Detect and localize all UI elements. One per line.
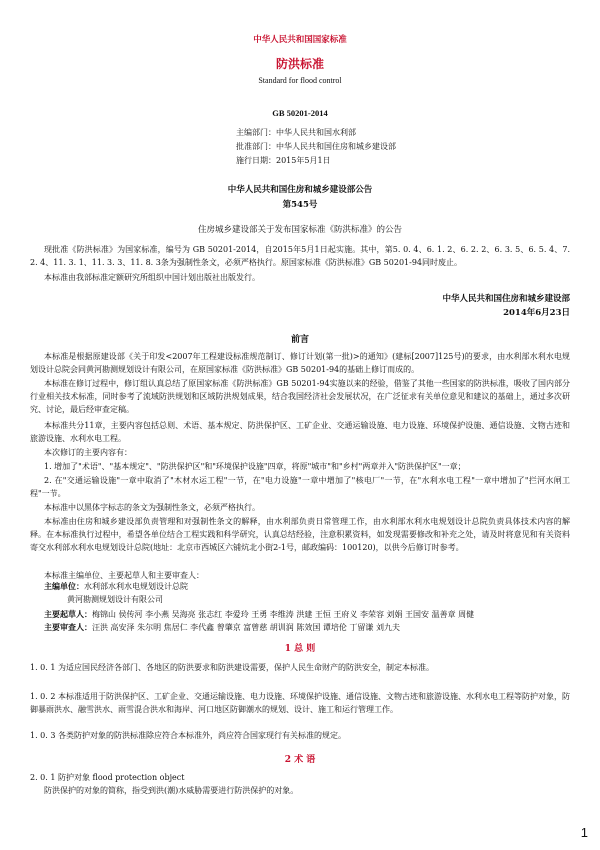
announcement-body-2: 本标准由我部标准定额研究所组织中国计划出版社出版发行。 (44, 273, 260, 282)
preface-heading: 前言 (290, 335, 309, 345)
chapter-2-heading: 2 术 语 (284, 755, 316, 765)
preface-p5: 1. 增加了"术语"、"基本规定"、"防洪保护区"和"环境保护设施"四章，将原"城市"和"乡村"两章并入"防洪保护区"一章； (44, 462, 466, 471)
preface-p4: 本次修订的主要内容有： (44, 448, 132, 457)
announcement-body-1: 现批准《防洪标准》为国家标准，编号为 GB 50201-2014，自2015年5月1日起实施。其中，第5. 0. 4、6. 1. 2、6. 2. 2、6. 3. 5、6. 5. 4、7. 2. 4、11. 3. 1、11. 3. 3、11. 8. 3条为强制性条文，必须严格执行。原国家标准《防洪标准》GB 50201-94同时废止。 (30, 245, 570, 267)
meta-approve-dept: 批准部门：中华人民共和国住房和城乡建设部 (236, 142, 396, 151)
standard-title: 防洪标准 (275, 57, 324, 71)
preface-p6: 2. 在"交通运输设施"一章中取消了"木材水运工程"一节，在"电力设施"一章中增加了"核电厂"一节，在"水利水电工程"一章中增加了"拦河水闸工程"一节。 (30, 476, 570, 498)
article-1-0-3: 1. 0. 3 各类防护对象的防洪标准除应符合本标准外，尚应符合国家现行有关标准的规定。 (30, 731, 346, 740)
preface-p8: 本标准由住房和城乡建设部负责管理和对强制性条文的解释，由水利部负责日常管理工作，由水利部水利水电规划设计总院负责具体技术内容的解释。在本标准执行过程中，希望各单位结合工程实践和科学研究，认真总结经验，注意积累资料，如发现需要修改和补充之处，请及时将意见和有关资料寄交水利部水利水电规划设计总院(地址：北京市西城区六铺炕北小街2-1号，邮政编码：100120)，以供今后修订时参考。 (30, 517, 570, 552)
announcement-number: 第545号 (282, 200, 318, 210)
article-2-0-1: 2. 0. 1 防护对象 flood protection object (30, 773, 185, 782)
preface-p2: 本标准在修订过程中，修订组认真总结了原国家标准《防洪标准》GB 50201-94实施以来的经验，借鉴了其他一些国家的防洪标准，吸收了国内部分行业相关技术标准，同时参考了流域防洪规划和区域防洪规划成果，结合我国经济社会发展状况，在广泛征求有关单位意见和建议的基础上，通过多次研究、讨论，最后经审查定稿。 (30, 379, 570, 414)
drafters-label: 主要起草人： (44, 609, 92, 619)
chief-units-block (44, 581, 188, 592)
standard-title-en: Standard for flood control (258, 76, 342, 85)
announcement-sign-org: 中华人民共和国住房和城乡建设部 (442, 294, 570, 304)
chief-unit-2: 黄河勘测规划设计有限公司 (67, 595, 163, 604)
article-1-0-2: 1. 0. 2 本标准适用于防洪保护区、工矿企业、交通运输设施、电力设施、环境保护设施、通信设施、文物古迹和旅游设施、水利水电工程等防护对象，防御暴雨洪水、融雪洪水、雨雪混合洪水和海岸、河口地区防御潮水的规划、设计、施工和运行管理工作。 (30, 692, 570, 714)
reviewers-names: 汪洪 高安泽 朱尔明 焦居仁 李代鑫 曾肇京 富曾慈 胡训润 陈效国 谭培伦 丁留谦 刘九夫 (92, 623, 400, 632)
announcement-heading: 中华人民共和国住房和城乡建设部公告 (227, 185, 373, 195)
publisher-line: 中华人民共和国国家标准 (253, 35, 347, 45)
meta-effective-date: 施行日期：2015年5月1日 (236, 156, 331, 165)
chief-unit-1: 水利部水利水电规划设计总院 (84, 582, 188, 591)
preface-p3: 本标准共分11章，主要内容包括总则、术语、基本规定、防洪保护区、工矿企业、交通运输设施、电力设施、环境保护设施、通信设施、文物古迹和旅游设施、水利水电工程。 (30, 421, 570, 443)
standard-code: GB 50201-2014 (272, 108, 328, 118)
reviewers-line (44, 622, 574, 633)
meta-lead-dept: 主编部门：中华人民共和国水利部 (236, 128, 356, 137)
drafters-names: 梅锦山 侯传河 李小燕 吴海亮 张志红 李爱玲 王勇 李维涛 洪建 王恒 王府义 李荣容 刘娟 王国安 温善章 周健 (92, 610, 475, 619)
drafters-line (44, 609, 574, 620)
preface-p7: 本标准中以黑体字标志的条文为强制性条文，必须严格执行。 (44, 503, 260, 512)
reviewers-label: 主要审查人： (44, 622, 92, 632)
chapter-1-heading: 1 总 则 (284, 644, 316, 654)
page-number: 1 (580, 825, 588, 840)
announcement-subtitle: 住房城乡建设部关于发布国家标准《防洪标准》的公告 (197, 225, 402, 235)
preface-p1: 本标准是根据原建设部《关于印发<2007年工程建设标准规范制订、修订计划(第一批)>的通知》(建标[2007]125号)的要求，由水利部水利水电规划设计总院会同黄河勘测规划设计有限公司，在原国家标准《防洪标准》GB 50201-94的基础上修订而成的。 (30, 352, 570, 374)
preface-p9: 本标准主编单位、主要起草人和主要审查人： (44, 571, 204, 580)
announcement-sign-date: 2014年6月23日 (503, 308, 570, 318)
chief-units-label: 主编单位： (44, 581, 84, 591)
article-2-0-1-definition: 防洪保护的对象的简称，指受到洪(潮)水威胁需要进行防洪保护的对象。 (44, 786, 299, 795)
article-1-0-1: 1. 0. 1 为适应国民经济各部门、各地区的防洪要求和防洪建设需要，保护人民生命财产的防洪安全，制定本标准。 (30, 663, 434, 672)
